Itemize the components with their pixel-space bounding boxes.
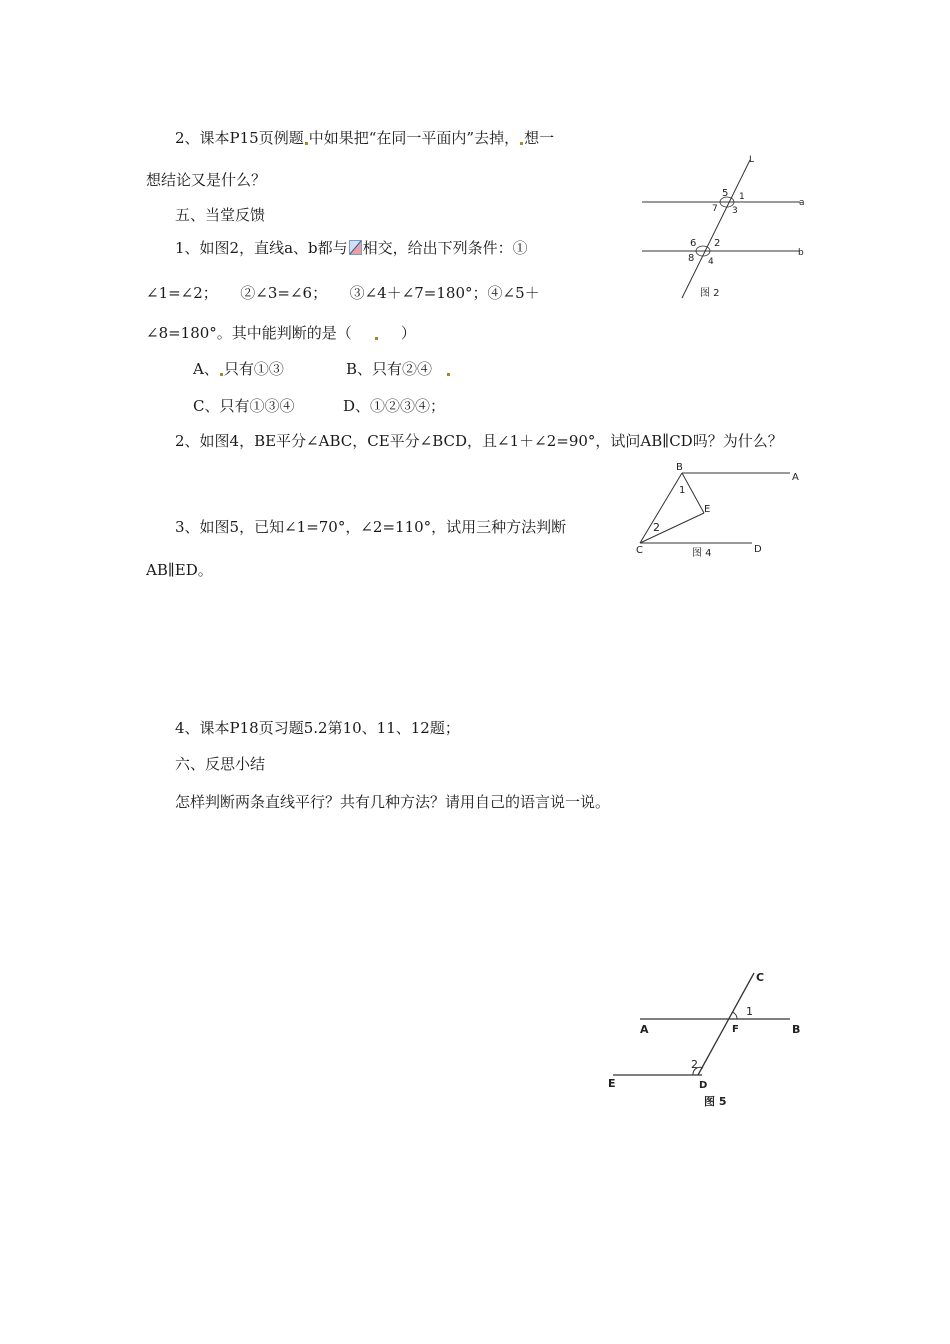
figure-5: [598, 965, 818, 1115]
point-label-b: B: [676, 462, 683, 473]
point-label-f: F: [732, 1024, 739, 1035]
feedback-3-line2: AB∥ED。: [146, 561, 213, 579]
exercise-2-line1: [175, 128, 554, 148]
angle-label-1: 1: [746, 1005, 753, 1018]
point-label-d: D: [699, 1080, 708, 1091]
option-a-text: 只有①③: [223, 360, 284, 378]
angle-label-3: 3: [732, 206, 738, 216]
point-label-a: A: [792, 472, 799, 483]
point-label-e: E: [704, 504, 711, 515]
option-b-text: B、只有②④: [346, 360, 433, 378]
marker-dot: [220, 373, 223, 376]
angle-label-6: 6: [690, 238, 697, 249]
feedback-4: 4、课本P18页习题5.2第10、11、12题；: [175, 719, 460, 737]
marker-dot: [305, 142, 308, 145]
section-5-heading: 五、当堂反馈: [175, 206, 266, 224]
angle-label-2: 2: [691, 1058, 698, 1071]
angle-label-2: 2: [653, 521, 660, 534]
line-label-a: a: [799, 198, 805, 208]
exercise-2-line2: 想结论又是什么？: [146, 171, 267, 189]
point-label-a: A: [640, 1023, 649, 1036]
marker-dot: [520, 142, 523, 145]
feedback-1-line1: [175, 238, 528, 258]
figure-5-caption: 图 5: [704, 1095, 727, 1108]
feedback-1-text-b: 相交，给出下列条件：①: [362, 239, 528, 257]
point-label-c: C: [636, 545, 643, 556]
exercise-2-text-a: 2、课本P15页例题: [175, 129, 304, 147]
angle-label-1: 1: [739, 192, 745, 202]
inline-image-icon: [349, 240, 362, 255]
option-d: D、①②③④；: [343, 397, 446, 415]
option-a: [193, 359, 284, 379]
line-label-b: b: [798, 248, 804, 258]
angle-label-1: 1: [679, 485, 686, 496]
section-6-heading: 六、反思小结: [175, 755, 266, 773]
feedback-1-line2: ∠1=∠2； ②∠3=∠6； ③∠4＋∠7=180°；④∠5＋: [146, 284, 540, 302]
exercise-2-text-b: 中如果把“在同一平面内”去掉，: [308, 129, 520, 147]
marker-dot: [375, 337, 378, 340]
feedback-1-line3: [146, 323, 416, 343]
point-label-c: C: [756, 971, 765, 984]
figure-4-caption: 图 4: [692, 548, 712, 559]
line-label-l: L: [749, 155, 755, 165]
figure-4: [630, 455, 810, 560]
angle-label-5: 5: [722, 188, 729, 199]
angle-label-2: 2: [714, 238, 721, 249]
exercise-2-text-c: 想一: [524, 129, 555, 147]
option-a-letter: A、: [193, 360, 219, 378]
feedback-1-text-d: ∠8=180°。其中能判断的是（: [146, 324, 352, 342]
feedback-3-line1: 3、如图5，已知∠1=70°，∠2=110°，试用三种方法判断: [175, 518, 567, 536]
marker-dot: [447, 373, 450, 376]
feedback-2: 2、如图4，BE平分∠ABC，CE平分∠BCD，且∠1＋∠2=90°，试问AB∥CD吗？为什么？: [175, 432, 783, 450]
angle-label-8: 8: [688, 253, 695, 264]
point-label-e: E: [608, 1077, 616, 1090]
figure-2-caption: 图 2: [700, 288, 720, 299]
figure-2: [630, 150, 820, 305]
option-c: C、只有①③④: [193, 397, 295, 415]
point-label-b: B: [792, 1023, 801, 1036]
angle-label-4: 4: [708, 257, 714, 267]
reflection-question: 怎样判断两条直线平行？共有几种方法？请用自己的语言说一说。: [175, 793, 611, 811]
point-label-d: D: [754, 544, 762, 555]
angle-label-7: 7: [712, 204, 718, 214]
feedback-1-text-e: ）: [400, 324, 416, 342]
feedback-1-text-a: 1、如图2，直线a、b都与: [175, 239, 348, 257]
option-b: [346, 359, 451, 379]
